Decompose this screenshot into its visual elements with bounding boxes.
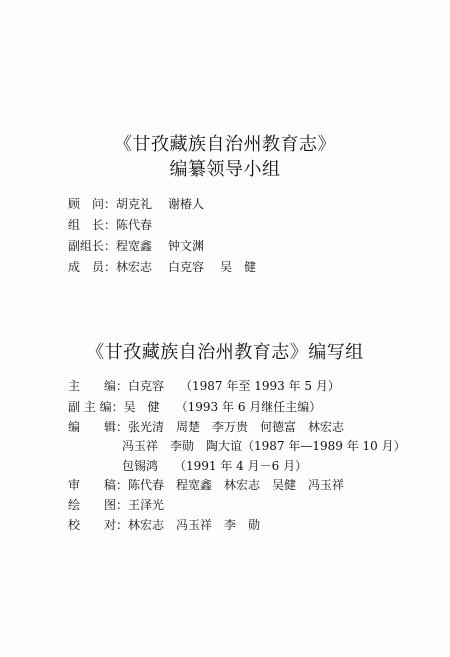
- role-label: 审 稿：: [68, 478, 129, 492]
- person-name: 钟文渊: [168, 239, 205, 253]
- person-name: 白克容: [128, 379, 165, 393]
- writing-row-editors: [68, 419, 344, 435]
- person-name: 陈代春: [116, 218, 153, 232]
- role-label: 编 辑：: [68, 420, 129, 434]
- role-label: 副 主 编：: [68, 400, 124, 414]
- leadership-row-advisor: [68, 196, 204, 212]
- person-name: 林宏志: [116, 260, 153, 274]
- leadership-group-title-line1: 《甘孜藏族自治州教育志》: [114, 134, 336, 155]
- leadership-row-members: [68, 259, 256, 275]
- tenure-note: （1987 年—1989 年 10 月）: [242, 439, 406, 453]
- person-names: 张光清 周楚 李万贵 何德富 林宏志: [128, 420, 345, 434]
- person-names: 林宏志 冯玉祥 李 勋: [128, 518, 261, 532]
- leadership-group-title-line2: 编纂领导小组: [169, 159, 281, 180]
- writing-row-deputy-editor: [68, 399, 321, 415]
- writing-row-chief-editor: [68, 378, 340, 394]
- writing-group-title: 《甘孜藏族自治州教育志》编写组: [86, 342, 364, 363]
- tenure-note: （1987 年至 1993 年 5 月）: [180, 379, 340, 393]
- person-names: 陈代春 程宽鑫 林宏志 吴健 冯玉祥: [128, 478, 345, 492]
- role-label: 顾 问：: [68, 197, 117, 211]
- role-label: 成 员：: [68, 260, 117, 274]
- person-names: 冯玉祥 李勋 陶大谊: [122, 439, 243, 453]
- writing-row-editors-cont-2: [122, 458, 307, 474]
- leadership-row-leader: [68, 217, 152, 233]
- person-name: 包锡鸿: [122, 459, 159, 473]
- person-name: 白克容: [168, 260, 205, 274]
- tenure-note: （1993 年 6 月继任主编）: [175, 400, 322, 414]
- leadership-row-deputy-leader: [68, 238, 204, 254]
- writing-row-editors-cont-1: [122, 438, 406, 454]
- role-label: 组 长：: [68, 218, 117, 232]
- writing-row-proofreaders: [68, 517, 260, 533]
- role-label: 副组长：: [68, 239, 117, 253]
- person-name: 胡克礼: [116, 197, 153, 211]
- writing-row-illustrator: [68, 497, 164, 513]
- role-label: 绘 图：: [68, 498, 129, 512]
- person-name: 王泽光: [128, 498, 165, 512]
- person-name: 谢椿人: [168, 197, 205, 211]
- person-name: 吴 健: [220, 260, 257, 274]
- person-name: 程宽鑫: [116, 239, 153, 253]
- person-name: 吴 健: [123, 400, 160, 414]
- role-label: 主 编：: [68, 379, 129, 393]
- tenure-note: （1991 年 4 月－6 月）: [174, 459, 308, 473]
- writing-row-reviewers: [68, 477, 344, 493]
- role-label: 校 对：: [68, 518, 129, 532]
